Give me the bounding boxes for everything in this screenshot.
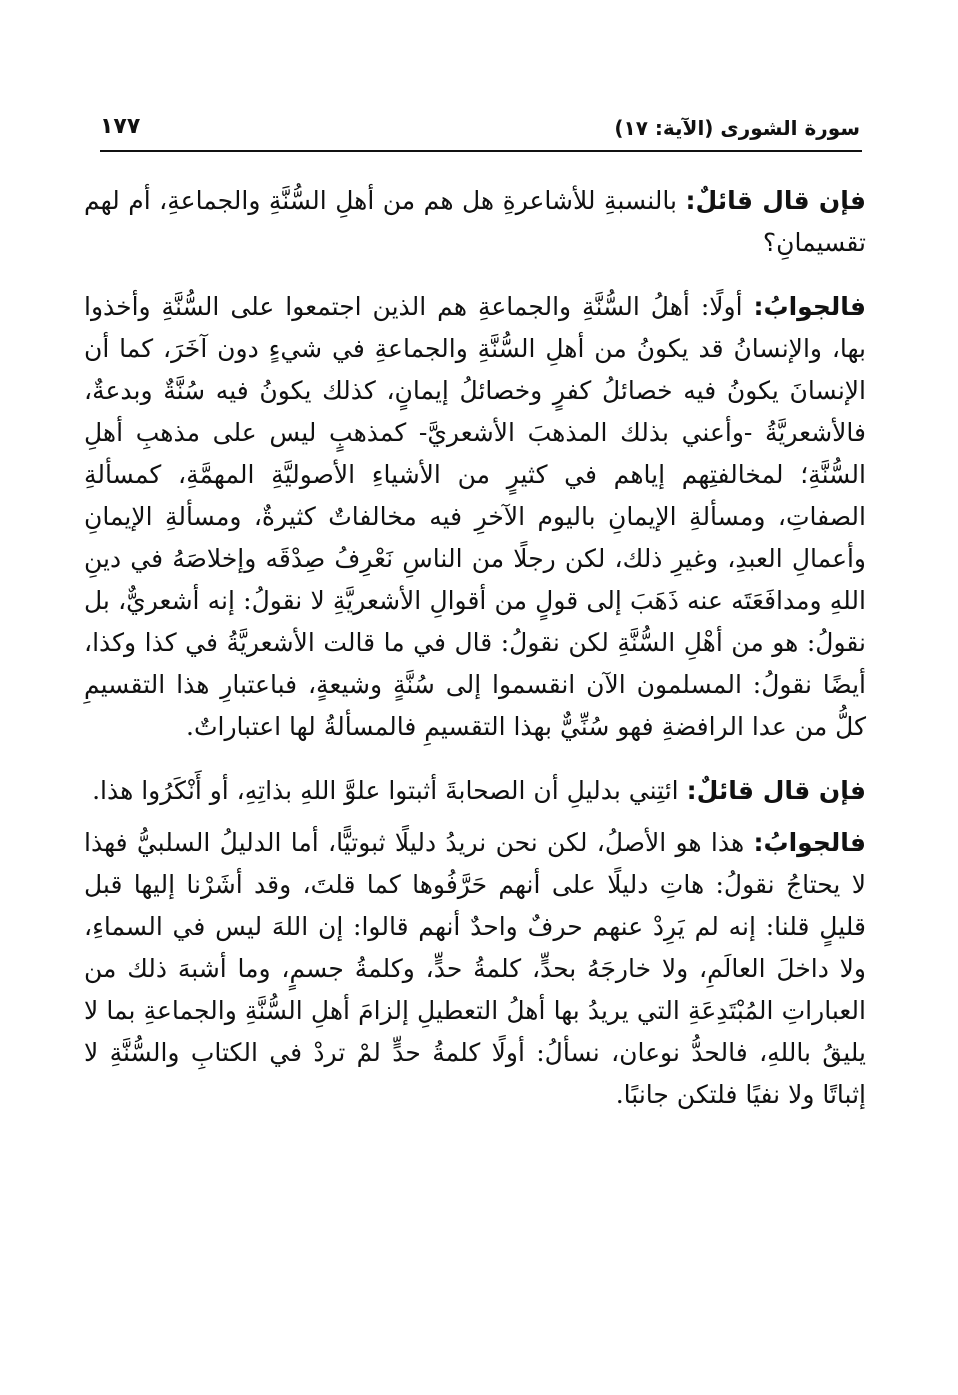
header-rule [100,150,862,152]
page-header [100,112,860,148]
answer-lead: فالجوابُ: [753,828,866,857]
paragraph-text: هذا هو الأصلُ، لكن نحن نريدُ دليلًا ثبوتيًّا، أما الدليلُ السلبيُّ فهذا لا يحتاجُ نقولُ: هاتِ دليلًا على أنهم حَرَّفُوها كما قلتَ، وقد أشَرْنا إليها قبل قليلٍ قلنا: إنه لم يَرِدْ عنهم حرفٌ واحدٌ أنهم قالوا: إن اللهَ ليس في السماءِ، ولا داخلَ العالَمِ، ولا خارجَهُ بحدٍّ، كلمةُ حدٍّ، وكلمةُ جسمٍ، وما أشبهَ ذلك من العباراتِ المُبْتَدِعَةِ التي يريدُ بها أهلُ التعطيلِ إلزامَ أهلِ السُّنَّةِ والجماعةِ بما لا يليقُ باللهِ، فالحدُّ نوعان، نسألُ: أولًا كلمةُ حدٍّ لمْ تردْ في الكتابِ والسُّنَّةِ لا إثباتًا ولا نفيًا فلتكن جانبًا. [84,828,866,1109]
paragraph-text: ائتِني بدليلِ أن الصحابةَ أثبتوا علوَّ اللهِ بذاتِهِ، أو أَنْكَرُوا هذا. [92,776,687,805]
question-lead: فإن قال قائلٌ: [686,776,866,805]
paragraph-question-1 [84,180,866,264]
answer-lead: فالجوابُ: [753,292,866,321]
paragraph-answer-2 [84,822,866,1116]
paragraph-spacer [84,264,866,286]
paragraph-answer-1 [84,286,866,748]
question-lead: فإن قال قائلٌ: [685,186,866,215]
page-body [84,180,866,1116]
page-number: ١٧٧ [100,114,141,139]
paragraph-spacer [84,748,866,770]
running-title: سورة الشورى (الآية: ١٧) [614,116,860,140]
paragraph-text: أولًا: أهلُ السُّنَّةِ والجماعةِ هم الذين اجتمعوا على السُّنَّةِ وأخذوا بها، والإنسانُ قد يكونُ من أهلِ السُّنَّةِ والجماعةِ في شيءٍ دون آخَرَ، كما أن الإنسانَ يكونُ فيه خصائلُ كفرٍ وخصائلُ إيمانٍ، كذلك يكونُ فيه سُنَّةٌ وبدعةٌ، فالأشعريَّةُ -وأعني بذلك المذهبَ الأشعريَّ- كمذهبٍ ليس على مذهبِ أهلِ السُّنَّةِ؛ لمخالفتِهم إياهم في كثيرٍ من الأشياءِ الأصوليَّةِ المهمَّةِ، كمسألةِ الصفاتِ، ومسألةِ الإيمانِ باليوم الآخرِ فيه مخالفاتٌ كثيرةٌ، ومسألةِ الإيمانِ وأعمالِ العبدِ، وغيرِ ذلك، لكن رجلًا من الناسِ نَعْرِفُ صِدْقَه وإخلاصَهُ في دينِ اللهِ ومدافَعَتَه عنه ذَهَبَ إلى قولٍ من أقوالِ الأشعريَّةِ لا نقولُ: إنه أشعريٌّ، بل نقولُ: هو من أهْلِ السُّنَّةِ لكن نقولُ: قال في ما قالت الأشعريَّةُ في كذا وكذا، أيضًا نقولُ: المسلمون الآن انقسموا إلى سُنَّةٍ وشيعةٍ، فباعتبارِ هذا التقسيمِ كلُّ من عدا الرافضةِ فهو سُنِّيٌّ بهذا التقسيمِ فالمسألةُ لها اعتباراتٌ. [84,292,866,741]
paragraph-question-2 [84,770,866,812]
paragraph-text: بالنسبةِ للأشاعرةِ هل هم من أهلِ السُّنَّةِ والجماعةِ، أم لهم تقسيمانِ؟ [84,186,866,257]
paragraph-spacer [84,812,866,822]
